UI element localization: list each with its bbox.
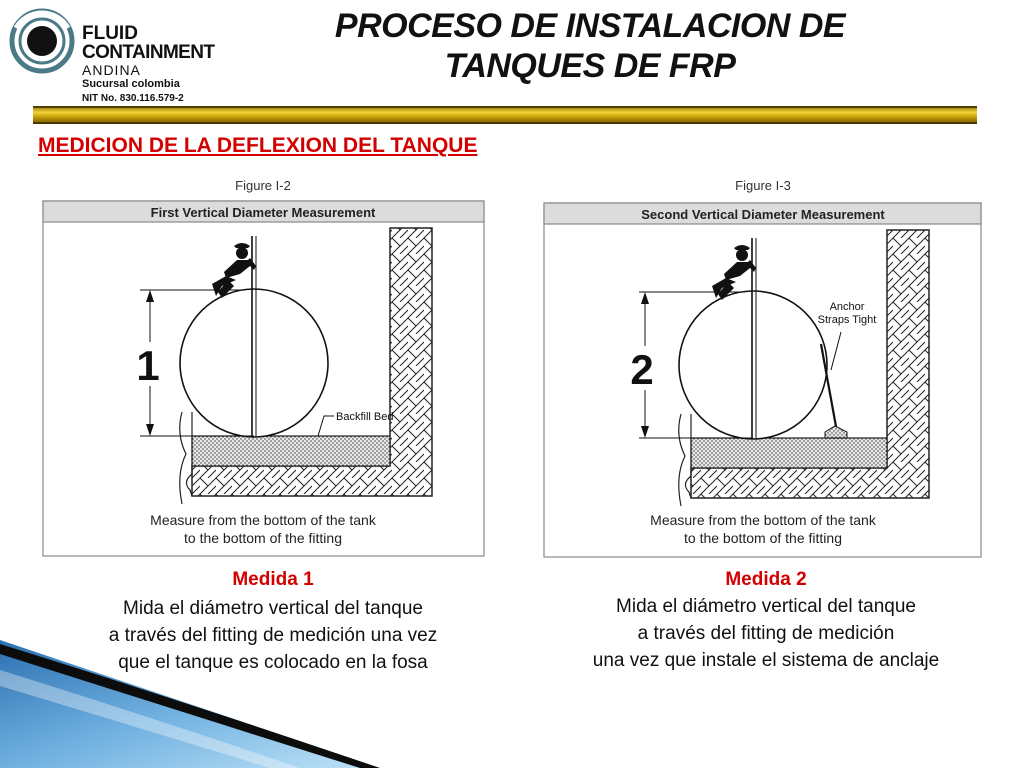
caption-medida-2 xyxy=(548,566,984,674)
slide-title-line-2: TANQUES DE FRP xyxy=(444,47,736,85)
figure-1-backfill-bed xyxy=(192,436,390,466)
logo-line-nit: NIT No. 830.116.579-2 xyxy=(82,93,184,104)
figure-2-caption-line-2: to the bottom of the fitting xyxy=(684,530,842,546)
figure-2-backfill-bed xyxy=(691,438,887,468)
figure-1 xyxy=(40,174,490,560)
figure-2-header: Second Vertical Diameter Measurement xyxy=(641,207,885,222)
caption-2-line-3: una vez que instale el sistema de anclaje xyxy=(592,650,940,671)
caption-1-title: Medida 1 xyxy=(232,569,314,590)
figure-2-label: Figure I-3 xyxy=(735,178,791,193)
logo-line-containment: CONTAINMENT xyxy=(82,42,215,63)
logo-line-andina: ANDINA xyxy=(82,62,141,78)
company-logo-text xyxy=(82,24,214,104)
figure-2-callout-line-1: Anchor xyxy=(829,301,865,313)
figure-1-tank xyxy=(180,289,328,437)
caption-medida-1 xyxy=(70,566,476,676)
caption-1-line-1: Mida el diámetro vertical del tanque xyxy=(123,598,423,619)
gold-divider-bar xyxy=(33,106,977,124)
logo-line-fluid: FLUID xyxy=(82,23,138,44)
figure-1-caption-line-2: to the bottom of the fitting xyxy=(184,530,342,546)
figure-2-tank xyxy=(679,291,827,439)
figure-1-caption-line-1: Measure from the bottom of the tank xyxy=(150,512,376,528)
company-logo-mark xyxy=(8,6,78,76)
caption-2-line-1: Mida el diámetro vertical del tanque xyxy=(616,596,916,617)
figure-2-number: 2 xyxy=(630,346,654,393)
figure-2-caption-line-1: Measure from the bottom of the tank xyxy=(650,512,876,528)
logo-line-branch: Sucursal colombia xyxy=(82,78,180,90)
slide-title xyxy=(270,6,910,86)
figure-1-header: First Vertical Diameter Measurement xyxy=(150,205,376,220)
figure-2-callout-line-2: Straps Tight xyxy=(817,314,877,326)
figure-2 xyxy=(541,174,991,564)
caption-1-line-3: que el tanque es colocado en la fosa xyxy=(118,652,428,673)
slide-title-line-1: PROCESO DE INSTALACION DE xyxy=(334,7,846,45)
figure-1-label: Figure I-2 xyxy=(235,178,291,193)
figure-1-number: 1 xyxy=(136,342,160,389)
section-heading: MEDICION DE LA DEFLEXION DEL TANQUE xyxy=(38,134,478,157)
figure-1-callout: Backfill Bed xyxy=(336,411,394,423)
caption-2-line-2: a través del fitting de medición xyxy=(637,623,895,644)
caption-2-title: Medida 2 xyxy=(725,569,807,590)
caption-1-line-2: a través del fitting de medición una vez xyxy=(108,625,438,646)
